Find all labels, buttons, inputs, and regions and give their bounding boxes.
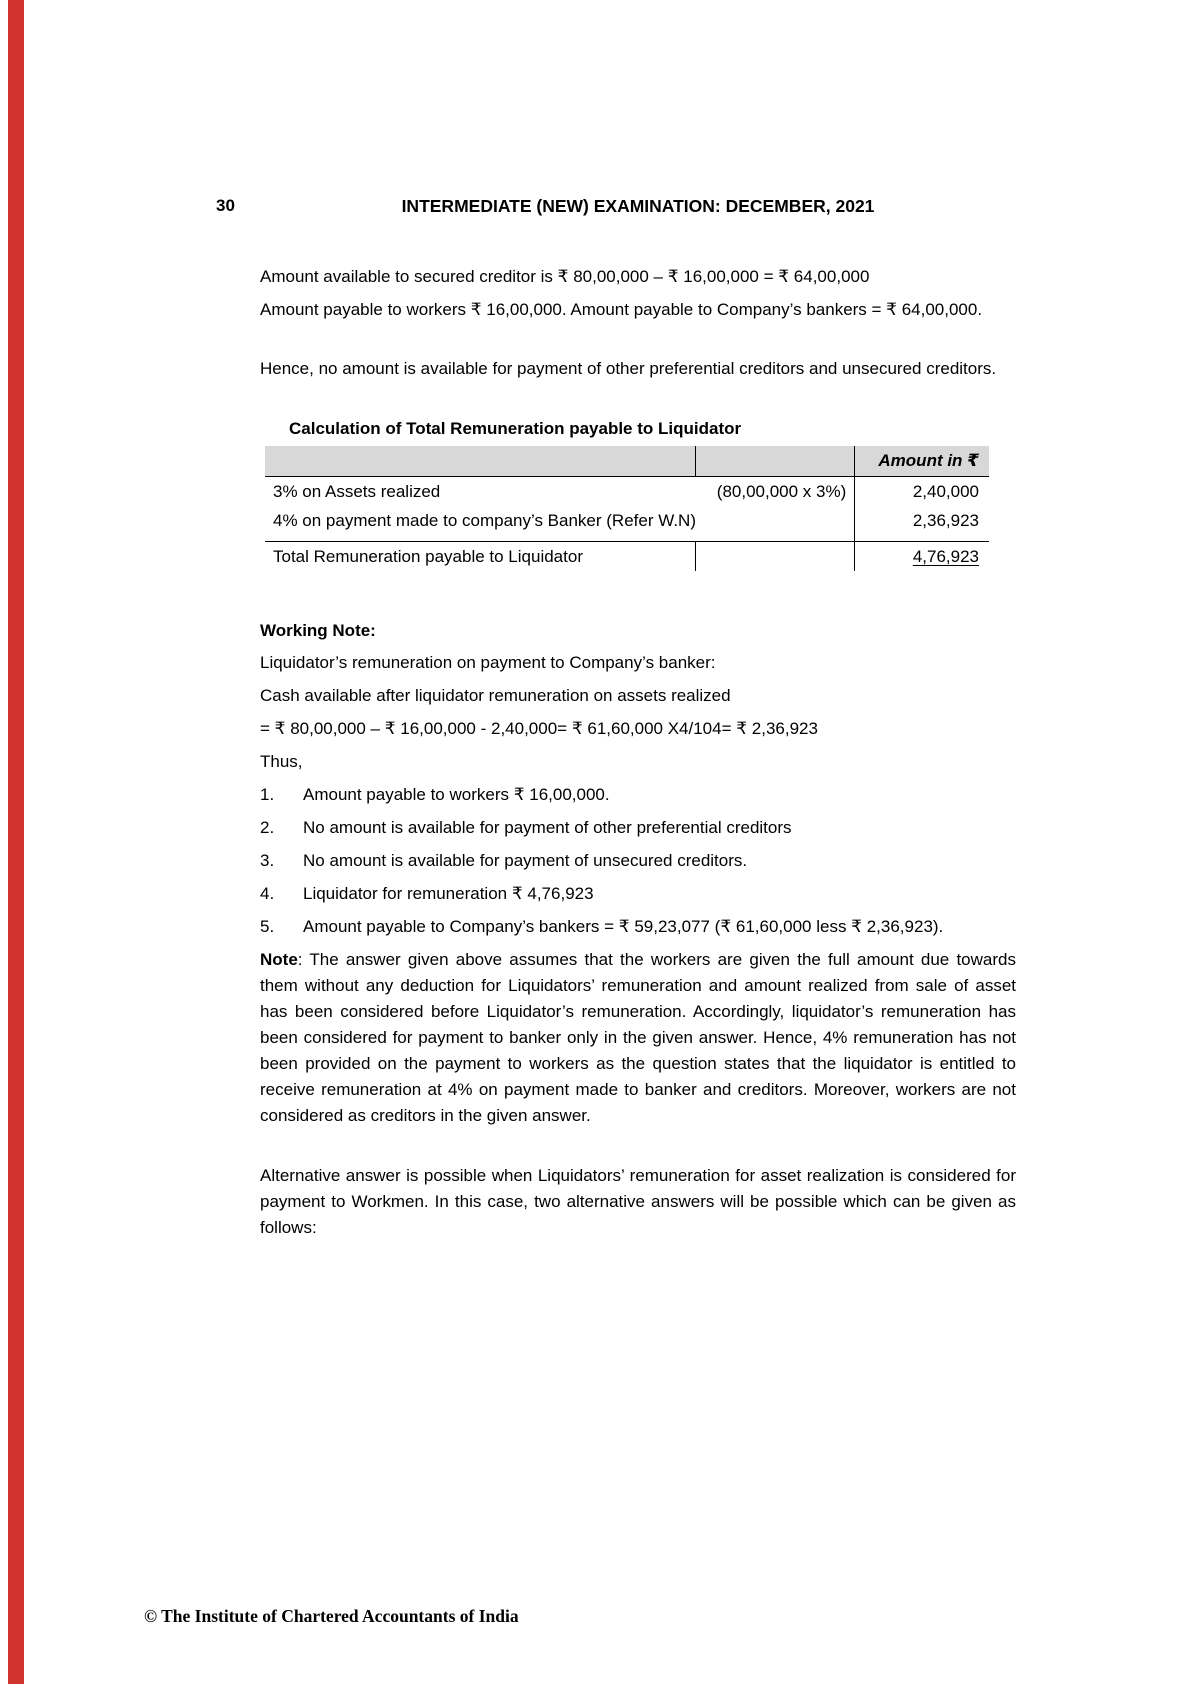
row-label: 3% on Assets realized xyxy=(273,482,441,501)
list-item xyxy=(260,848,1016,874)
row-formula: (80,00,000 x 3%) xyxy=(716,482,847,501)
row-amount: 2,36,923 xyxy=(855,506,989,542)
list-item xyxy=(260,881,1016,907)
list-item xyxy=(260,815,1016,841)
note-paragraph xyxy=(260,947,1016,1129)
remuneration-table xyxy=(265,446,989,571)
paragraph-no-amount: Hence, no amount is available for payment of other preferential creditors and unsecured creditors. xyxy=(260,359,997,378)
list-item xyxy=(260,914,1016,940)
document-body xyxy=(260,0,1016,1684)
working-note-heading: Working Note: xyxy=(260,621,376,640)
list-text: Amount payable to Company’s bankers = ₹ 59,23,077 (₹ 61,60,000 less ₹ 2,36,923). xyxy=(303,917,944,936)
row-amount: 2,40,000 xyxy=(855,477,989,507)
page-title: INTERMEDIATE (NEW) EXAMINATION: DECEMBER, 2021 xyxy=(401,196,875,216)
alternative-paragraph: Alternative answer is possible when Liquidators’ remuneration for asset realization is considered for payment to Workmen. In this case, two alternative answers will be possible which can be given as follows: xyxy=(260,1166,1016,1237)
table-row xyxy=(265,506,989,542)
header-cell-amount: Amount in ₹ xyxy=(855,446,989,477)
note-text: : The answer given above assumes that the workers are given the full amount due towards them without any deduction for Liquidators’ remuneration and amount realized from sale of asset has been considered before Liquidator’s remuneration. Accordingly, liquidator’s remuneration has been considered for payment to banker only in the given answer. Hence, 4% remuneration has not been provided on the payment to workers as the question states that the liquidator is entitled to receive remuneration at 4% on payment made to banker and creditors. Moreover, workers are not considered as creditors in the given answer. xyxy=(260,950,1016,1125)
list-number: 5. xyxy=(260,917,275,936)
total-amount-value: 4,76,923 xyxy=(912,547,979,566)
list-number: 4. xyxy=(260,884,275,903)
table-row xyxy=(265,477,989,507)
row-formula xyxy=(695,542,855,572)
list-number: 2. xyxy=(260,818,275,837)
working-note-formula: = ₹ 80,00,000 – ₹ 16,00,000 - 2,40,000= ₹ 61,60,000 X4/104= ₹ 2,36,923 xyxy=(260,719,818,738)
table-title: Calculation of Total Remuneration payable to Liquidator xyxy=(289,419,742,438)
header-cell-empty-2 xyxy=(695,446,855,477)
list-text: Liquidator for remuneration ₹ 4,76,923 xyxy=(303,884,594,903)
table-header-row xyxy=(265,446,989,477)
list-number: 3. xyxy=(260,851,275,870)
list-text: No amount is available for payment of unsecured creditors. xyxy=(303,851,748,870)
paragraph-secured-creditor: Amount available to secured creditor is ₹ 80,00,000 – ₹ 16,00,000 = ₹ 64,00,000 xyxy=(260,267,870,286)
row-total-amount xyxy=(855,542,989,572)
page-number: 30 xyxy=(216,196,235,215)
row-label: 4% on payment made to company’s Banker (Refer W.N) xyxy=(273,511,696,530)
working-note-line2: Cash available after liquidator remuneration on assets realized xyxy=(260,686,731,705)
list-item xyxy=(260,782,1016,808)
working-note-line1: Liquidator’s remuneration on payment to Company’s banker: xyxy=(260,653,716,672)
note-label: Note xyxy=(260,950,298,969)
paragraph-payable-workers: Amount payable to workers ₹ 16,00,000. Amount payable to Company’s bankers = ₹ 64,00,000. xyxy=(260,300,983,319)
list-text: Amount payable to workers ₹ 16,00,000. xyxy=(303,785,610,804)
list-number: 1. xyxy=(260,785,275,804)
row-label: Total Remuneration payable to Liquidator xyxy=(265,542,695,572)
copyright-footer: © The Institute of Chartered Accountants of India xyxy=(144,1606,519,1626)
header-cell-empty-1 xyxy=(265,446,695,477)
left-accent-bar xyxy=(8,0,24,1684)
list-text: No amount is available for payment of other preferential creditors xyxy=(303,818,792,837)
table-total-row xyxy=(265,542,989,572)
thus-label: Thus, xyxy=(260,752,303,771)
